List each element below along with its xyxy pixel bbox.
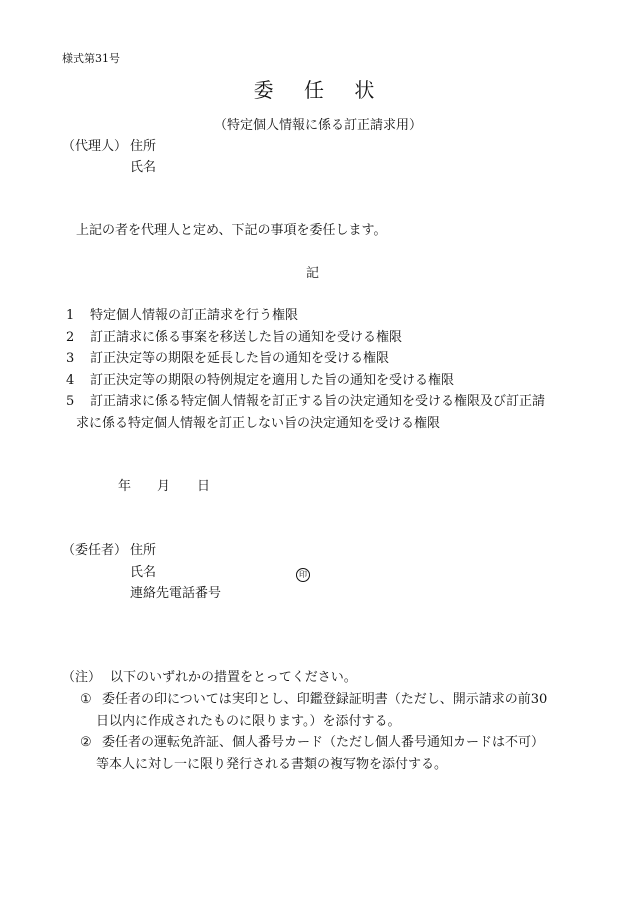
agent-label: （代理人） [62, 139, 128, 154]
document-title [0, 74, 630, 103]
agent-address-label: 住所 [130, 139, 157, 154]
principal-name-label: 氏名 [130, 565, 157, 580]
document-subtitle: （特定個人情報に係る訂正請求用） [214, 118, 423, 133]
principal-label: （委任者） [62, 543, 128, 558]
note-item: ① 委任者の印については実印とし、印鑑登録証明書（ただし、開示請求の前30 [80, 692, 548, 707]
note-item: ② 委任者の運転免許証、個人番号カード（ただし個人番号通知カードは不可） [80, 735, 545, 750]
note-item-continuation: 等本人に対し一に限り発行される書類の複写物を添付する。 [96, 757, 448, 772]
list-item: 5 訂正請求に係る特定個人情報を訂正する旨の決定通知を受ける権限及び訂正請 [66, 394, 546, 409]
notes-header: （注） [62, 670, 102, 685]
date-year-label: 年 [118, 479, 132, 494]
title-char: 委 [253, 78, 276, 102]
agent-name-label: 氏名 [130, 160, 157, 175]
notes-intro: 以下のいずれかの措置をとってください。 [110, 670, 357, 685]
principal-phone-label: 連絡先電話番号 [130, 586, 222, 601]
ki-heading: 記 [306, 266, 320, 281]
delegation-statement: 上記の者を代理人と定め、下記の事項を委任します。 [76, 223, 387, 238]
list-item-continuation: 求に係る特定個人情報を訂正しない旨の決定通知を受ける権限 [76, 416, 441, 431]
form-number: 様式第31号 [62, 52, 120, 65]
date-month-label: 月 [157, 479, 171, 494]
list-item: 2 訂正請求に係る事案を移送した旨の通知を受ける権限 [66, 330, 403, 345]
title-char: 状 [354, 78, 377, 102]
list-item: 1 特定個人情報の訂正請求を行う権限 [66, 308, 299, 323]
date-day-label: 日 [197, 479, 211, 494]
principal-address-label: 住所 [130, 543, 157, 558]
title-char: 任 [304, 78, 326, 102]
seal-icon: 印 [296, 568, 310, 582]
note-item-continuation: 日以内に作成されたものに限ります。）を添付する。 [96, 714, 401, 729]
list-item: 4 訂正決定等の期限の特例規定を適用した旨の通知を受ける権限 [66, 373, 455, 388]
seal-mark [296, 562, 310, 582]
list-item: 3 訂正決定等の期限を延長した旨の通知を受ける権限 [66, 351, 390, 366]
